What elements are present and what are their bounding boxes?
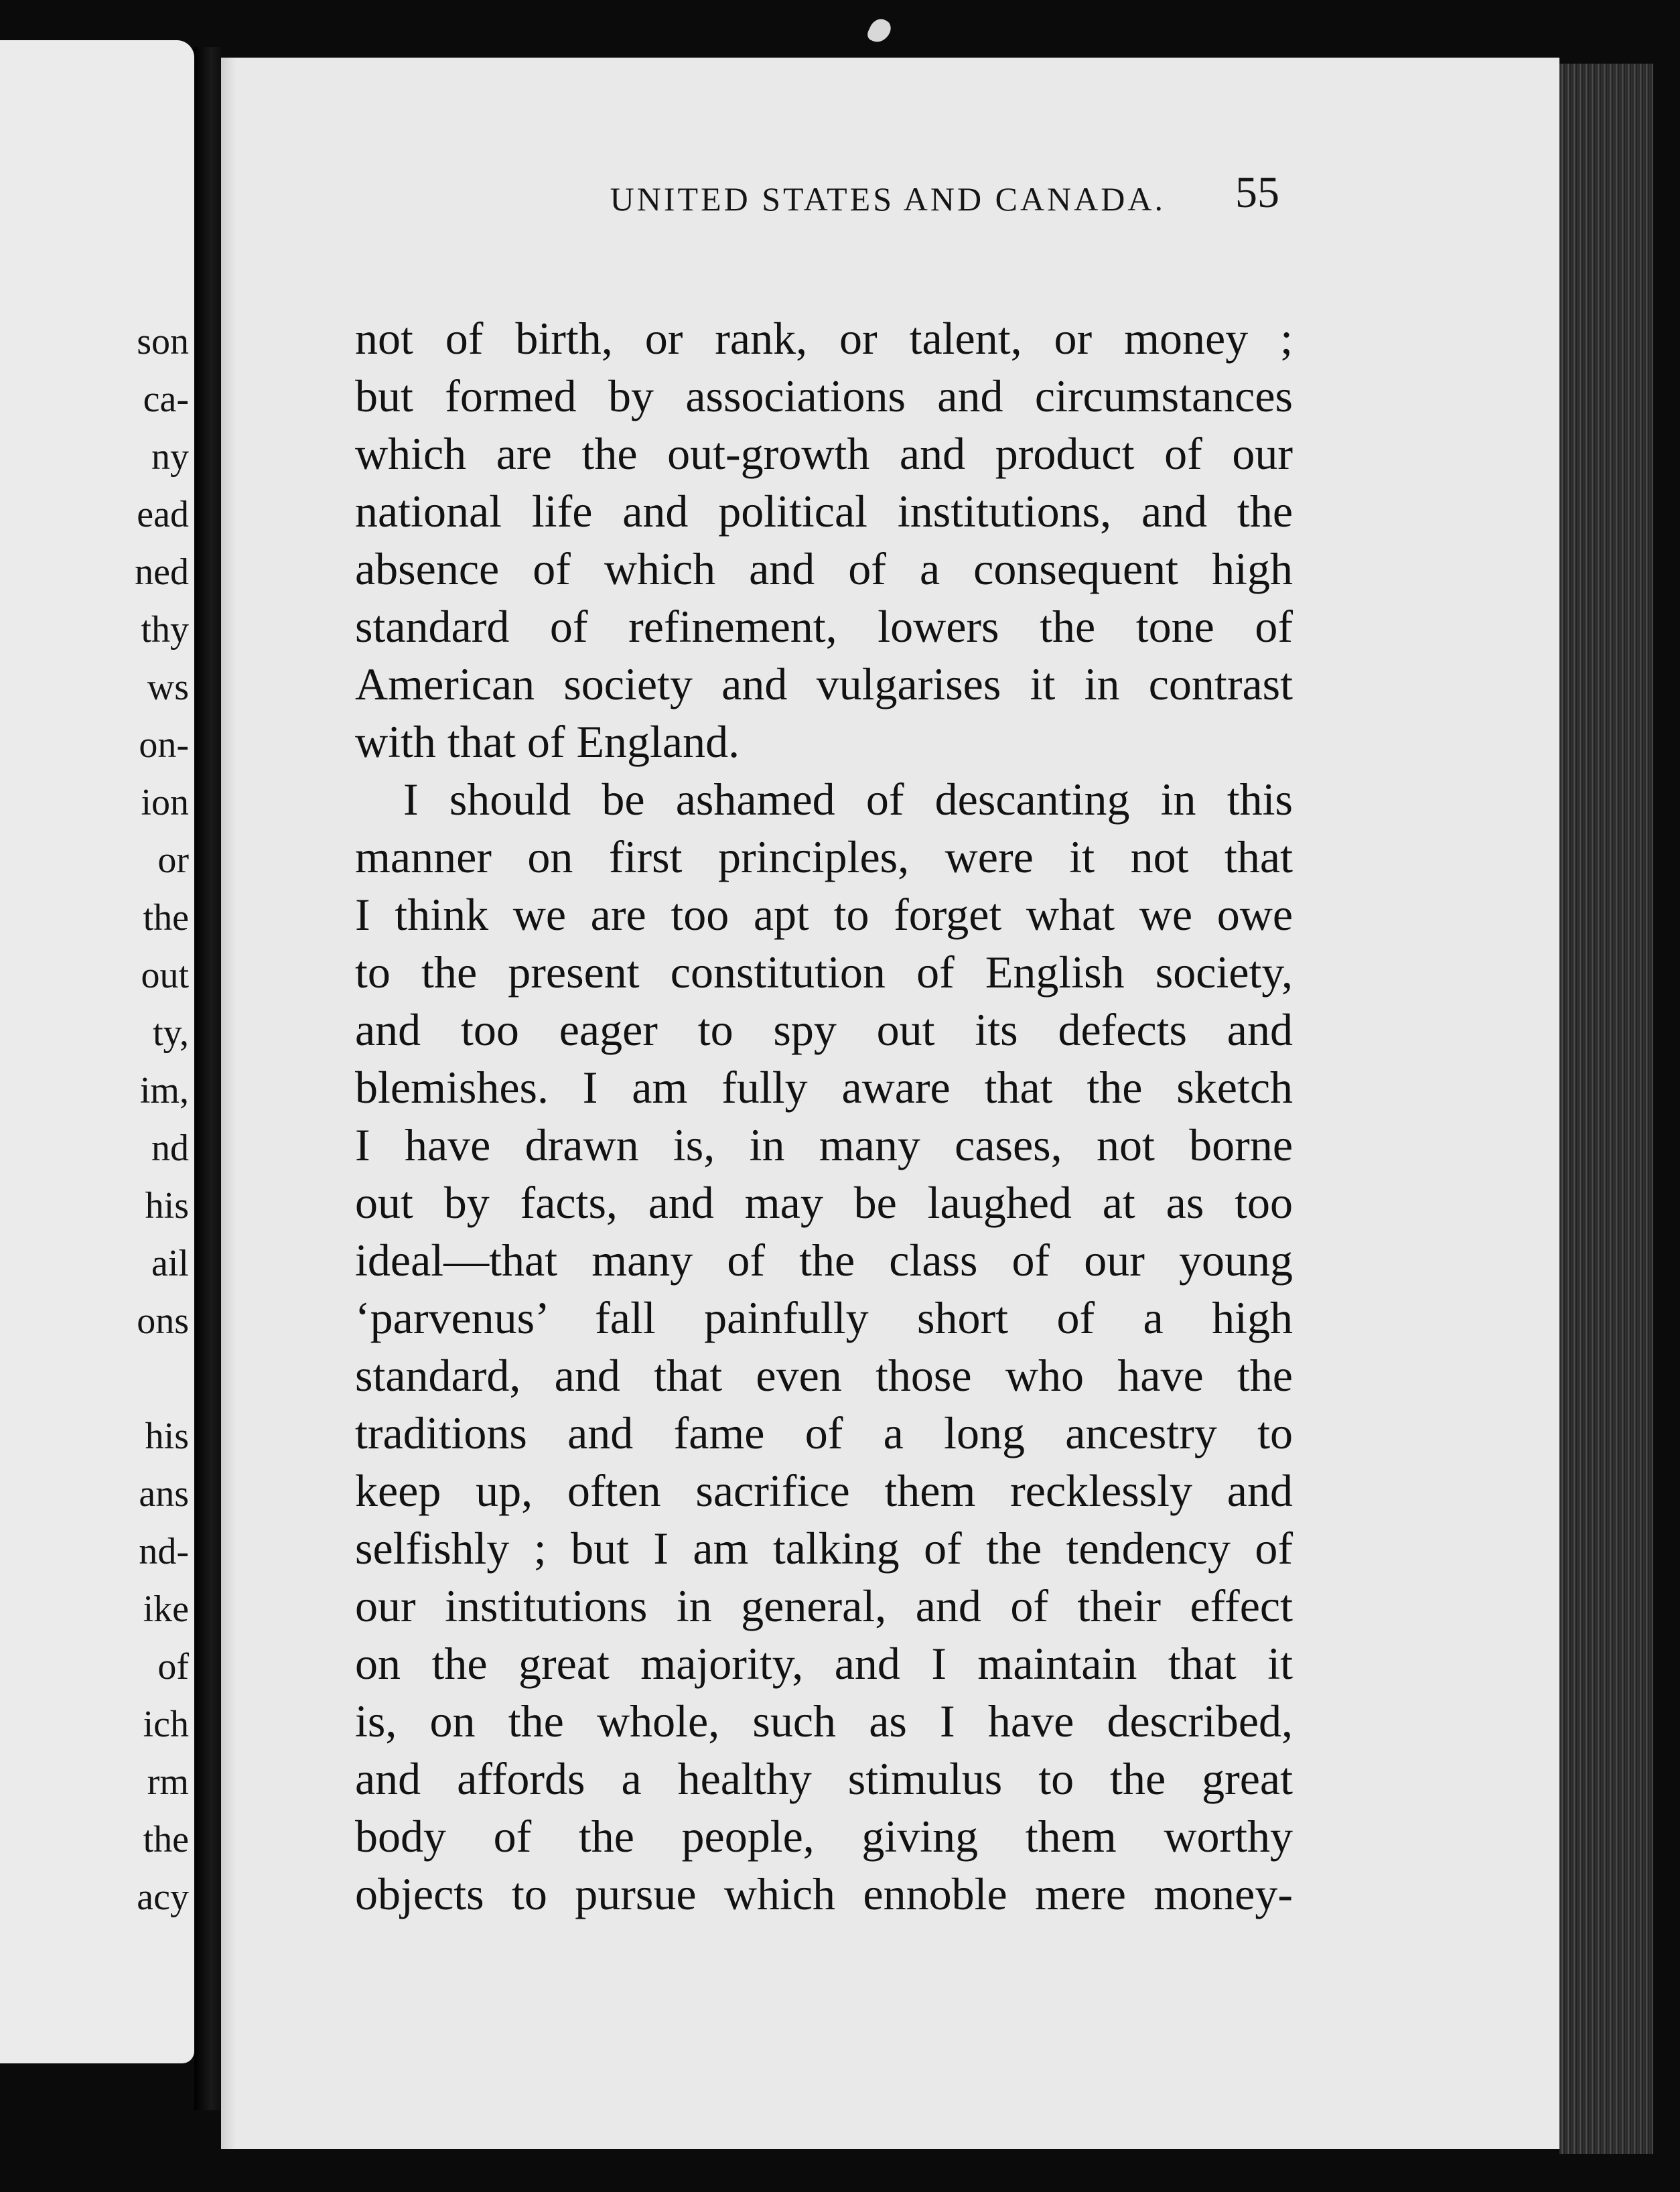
left-page-fragment: ich: [143, 1704, 189, 1745]
text-line: I have drawn is, in many cases, not borne: [355, 1119, 1293, 1170]
running-title: UNITED STATES AND CANADA.: [610, 180, 1166, 218]
left-page-fragment: ty,: [153, 1012, 189, 1054]
left-page-fragment: ws: [147, 667, 189, 708]
text-line: and affords a healthy stimulus to the great: [355, 1753, 1293, 1804]
left-page-fragment: ca-: [143, 379, 189, 420]
book-gutter: [194, 47, 222, 2110]
left-page-fragment: acy: [137, 1876, 189, 1918]
left-page-fragment: or: [157, 839, 189, 881]
text-line: body of the people, giving them worthy: [355, 1811, 1293, 1862]
text-line: selfishly ; but I am talking of the tendency of: [355, 1523, 1293, 1574]
left-page-fragment: ny: [151, 436, 189, 478]
text-line: national life and political institutions, and the: [355, 486, 1293, 537]
text-line: not of birth, or rank, or talent, or money ;: [355, 313, 1293, 364]
left-page-fragment: ail: [151, 1243, 189, 1284]
left-page-fragment: of: [157, 1646, 189, 1688]
text-line: out by facts, and may be laughed at as too: [355, 1177, 1293, 1228]
text-line: blemishes. I am fully aware that the sketch: [355, 1062, 1293, 1113]
left-page-fragment: im,: [139, 1070, 189, 1111]
page-number: 55: [1235, 168, 1279, 217]
left-page-fragment: out: [141, 955, 189, 996]
text-line: traditions and fame of a long ancestry to: [355, 1408, 1293, 1458]
left-page-fragment: ike: [143, 1588, 189, 1630]
text-line: absence of which and of a consequent high: [355, 543, 1293, 594]
text-line: standard, and that even those who have the: [355, 1350, 1293, 1401]
left-page-fragment: ans: [139, 1473, 189, 1515]
left-page-fragment: ned: [135, 551, 189, 593]
left-page-fragment: his: [145, 1185, 189, 1227]
text-line: on the great majority, and I maintain that it: [355, 1638, 1293, 1689]
left-page-fragment: his: [145, 1416, 189, 1457]
text-line: and too eager to spy out its defects and: [355, 1004, 1293, 1055]
left-page-fragment: son: [137, 321, 189, 362]
left-page: [0, 40, 194, 2063]
left-page-fragment: thy: [141, 609, 189, 650]
text-line: with that of England.: [355, 716, 740, 767]
text-line: I should be ashamed of descanting in this: [403, 774, 1293, 825]
text-line: American society and vulgarises it in contrast: [355, 659, 1293, 709]
text-line: standard of refinement, lowers the tone of: [355, 601, 1293, 652]
running-head: [315, 167, 1279, 218]
left-page-fragment: rm: [147, 1761, 189, 1803]
text-line: I think we are too apt to forget what we owe: [355, 889, 1293, 940]
text-line: objects to pursue which ennoble mere money-: [355, 1868, 1293, 1919]
left-page-fragment: the: [143, 1819, 189, 1860]
left-page-fragment: ead: [137, 494, 189, 535]
text-line: keep up, often sacrifice them recklessly and: [355, 1465, 1293, 1516]
text-line: but formed by associations and circumstances: [355, 370, 1293, 421]
left-page-fragment: on-: [139, 724, 189, 766]
left-page-fragment: ion: [141, 782, 189, 823]
left-page-fragment: the: [143, 897, 189, 939]
text-line: ‘parvenus’ fall painfully short of a high: [355, 1292, 1293, 1343]
left-page-fragment: ons: [137, 1300, 189, 1342]
text-line: ideal—that many of the class of our young: [355, 1235, 1293, 1286]
text-line: is, on the whole, such as I have described,: [355, 1696, 1293, 1746]
text-line: which are the out-growth and product of our: [355, 428, 1293, 479]
left-page-fragment: nd: [151, 1127, 189, 1169]
text-line: our institutions in general, and of their effect: [355, 1580, 1293, 1631]
scan-speck: [865, 15, 894, 46]
book-page-edges: [1559, 64, 1653, 2154]
text-line: to the present constitution of English society,: [355, 947, 1293, 998]
left-page-fragment: nd-: [139, 1531, 189, 1572]
text-line: manner on first principles, were it not that: [355, 831, 1293, 882]
body-text: [355, 310, 1293, 1923]
